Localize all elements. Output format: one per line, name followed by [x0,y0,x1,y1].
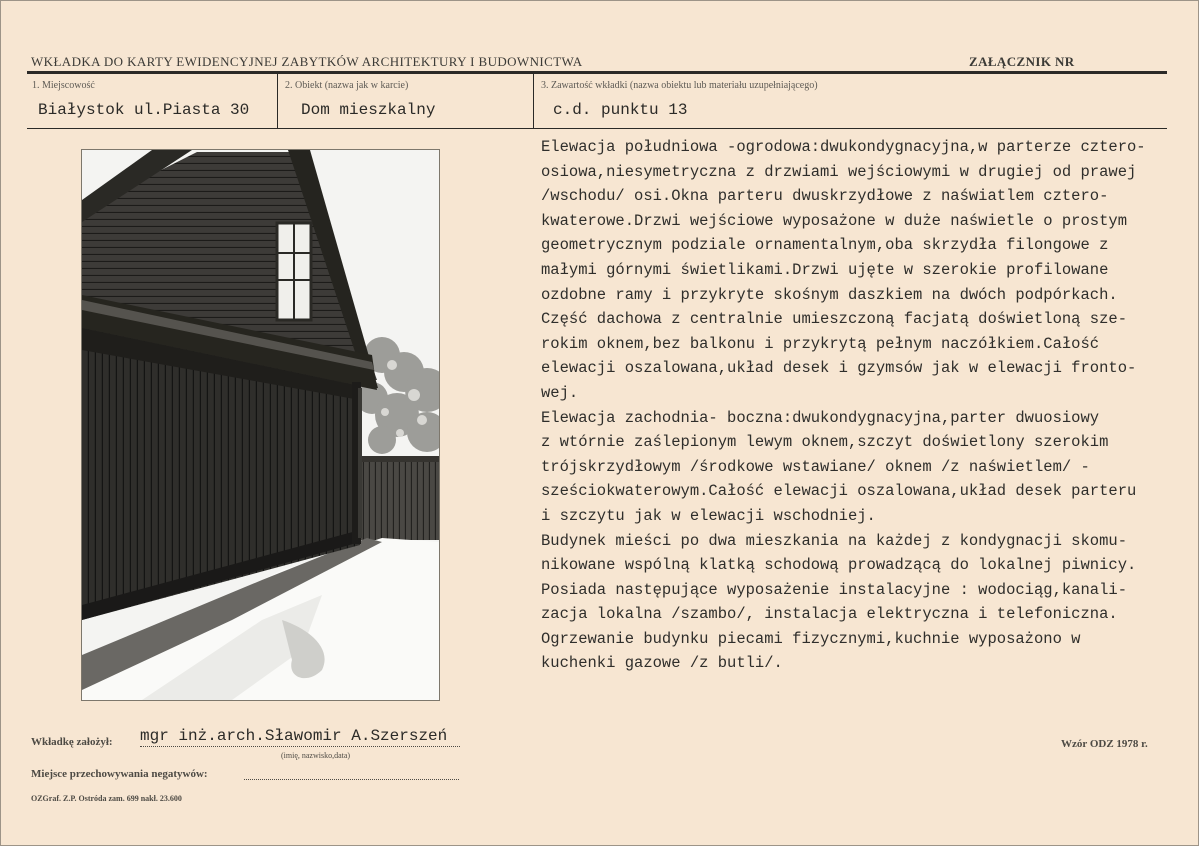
form-title: WKŁADKA DO KARTY EWIDENCYJNEJ ZABYTKÓW ARCHITEKTURY I BUDOWNICTWA [31,54,583,69]
text-line: osiowa,niesymetryczna z drzwiami wejściowymi w drugiej od prawej [541,162,1137,181]
object-label: 2. Obiekt (nazwa jak w karcie) [285,80,409,91]
text-line: elewacji oszalowana,układ desek i gzymsów jak w elewacji fronto- [541,359,1137,378]
text-line: Posiada następujące wyposażenie instalacyjne : wodociąg,kanali- [541,580,1127,599]
field-divider [533,74,534,128]
text-line: Elewacja zachodnia- boczna:dwukondygnacyjna,parter dwuosiowy [541,408,1100,427]
text-line: wej. [541,383,579,402]
header-rule [27,71,1167,74]
text-line: zacja lokalna /szambo/, instalacja elektryczna i telefoniczna. [541,605,1118,624]
author-dotted-line [140,746,460,747]
negatives-label: Miejsce przechowywania negatywów: [31,768,208,780]
author-hint: (imię, nazwisko,data) [281,751,351,760]
object-value: Dom mieszkalny [301,101,436,119]
description-text [541,135,1181,676]
text-line: trójskrzydłowym /środkowe wstawiane/ oknem /z naświetlem/ - [541,457,1090,476]
print-note: OZGraf. Z.P. Ostróda zam. 699 nakł. 23.600 [31,794,182,803]
text-line: kwaterowe.Drzwi wejściowe wyposażone w duże naświetle o prostym [541,211,1127,230]
locality-value: Białystok ul.Piasta 30 [38,101,250,119]
fields-rule [27,128,1167,129]
text-line: i szczytu jak w elewacji wschodniej. [541,506,876,525]
text-line: kuchenki gazowe /z butli/. [541,654,783,673]
text-line: Budynek mieści po dwa mieszkania na każdej z kondygnacji skomu- [541,531,1127,550]
text-line: Ogrzewanie budynku piecami fizycznymi,kuchnie wyposażono w [541,629,1081,648]
text-line: /wschodu/ osi.Okna parteru dwuskrzydłowe z naświatlem cztero- [541,187,1109,206]
text-line: sześciokwaterowym.Całość elewacji oszalowana,układ desek parteru [541,482,1137,501]
house-photo [81,149,440,701]
text-line: nikowane wspólną klatką schodową prowadzącą do lokalnej piwnicy. [541,556,1137,575]
locality-label: 1. Miejscowość [32,80,95,91]
text-line: z wtórnie zaślepionym lewym oknem,szczyt doświetlony szerokim [541,433,1109,452]
field-divider [277,74,278,128]
text-line: Część dachowa z centralnie umieszczoną facjatą doświetloną sze- [541,310,1127,329]
text-line: ozdobne ramy i przykryte skośnym daszkiem na dwóch podpórkach. [541,285,1118,304]
template-code: Wzór ODZ 1978 r. [1061,738,1148,750]
content-label: 3. Zawartość wkładki (nazwa obiektu lub materiału uzupełniającego) [541,80,818,91]
text-line: geometrycznym podziale ornamentalnym,oba skrzydła filongowe z [541,236,1109,255]
content-value: c.d. punktu 13 [553,101,688,119]
negatives-dotted-line [244,779,459,780]
author-label: Wkładkę założył: [31,736,113,748]
text-line: małymi górnymi świetlikami.Drzwi ujęte w szerokie profilowane [541,260,1109,279]
text-line: Elewacja południowa -ogrodowa:dwukondygnacyjna,w parterze cztero- [541,138,1146,156]
text-line: rokim oknem,bez balkonu i przykrytą pełnym naczółkiem.Całość [541,334,1100,353]
author-name: mgr inż.arch.Sławomir A.Szerszeń [140,727,448,745]
annex-label: ZAŁĄCZNIK NR [969,54,1075,69]
